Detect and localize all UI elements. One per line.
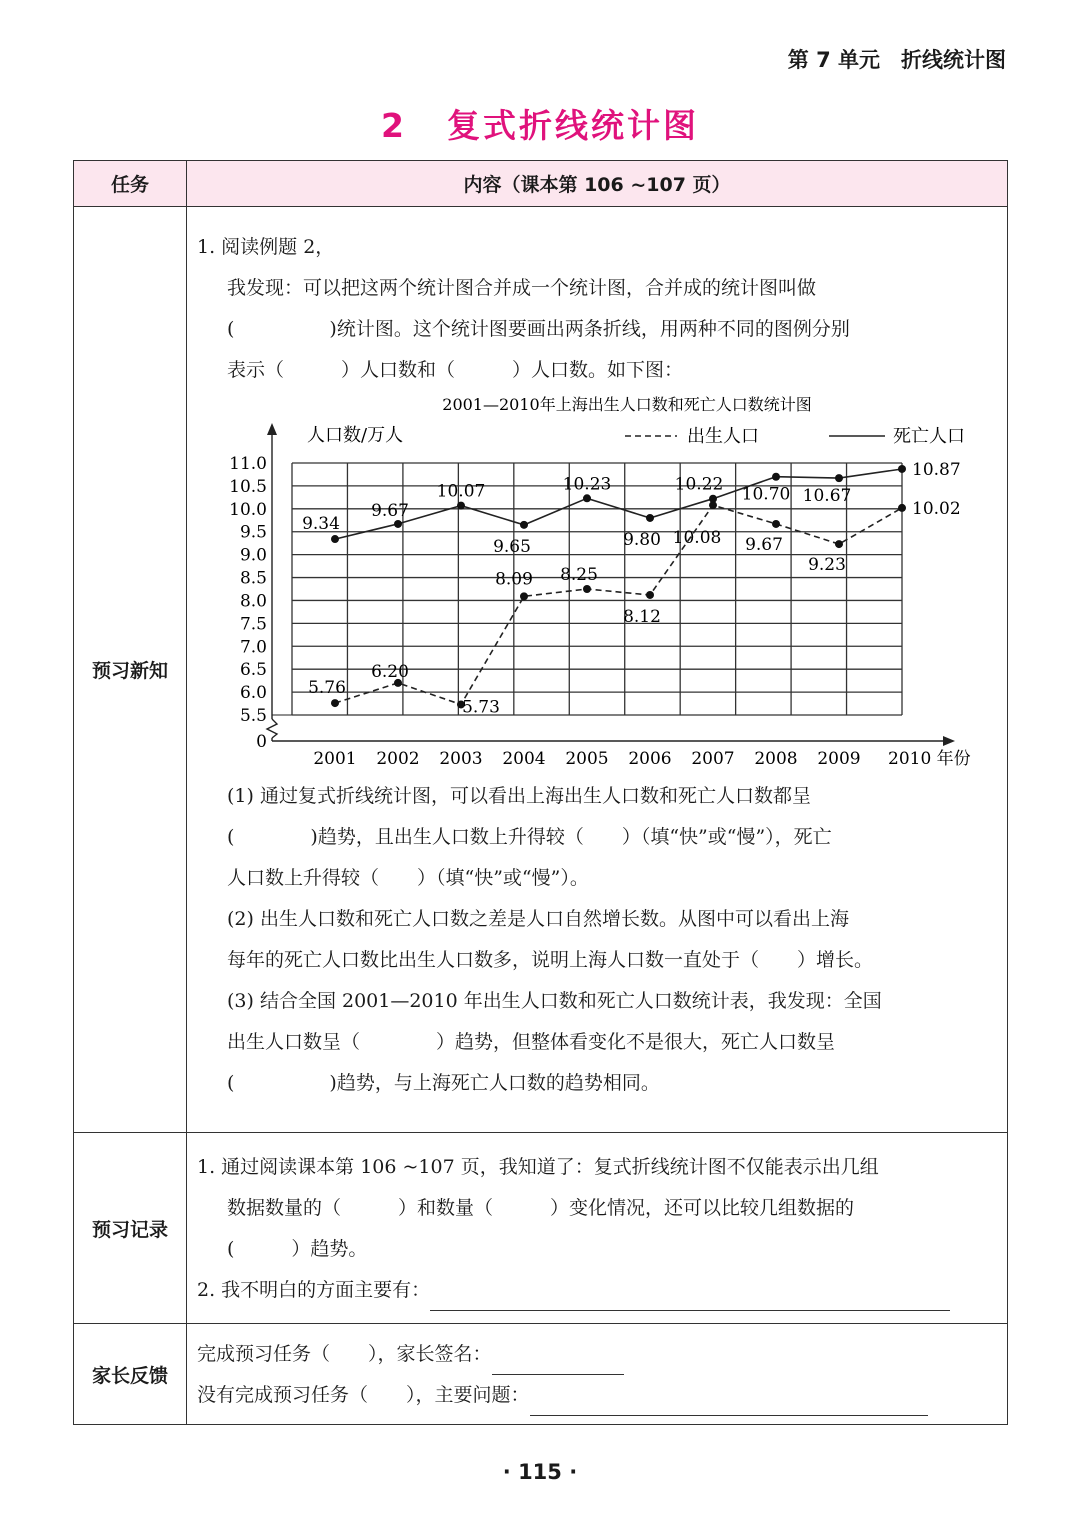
record-line-3: ( ）趋势。 — [227, 1238, 368, 1260]
legend-birth-label: 出生人口 — [687, 426, 759, 447]
x-tick-label: 2008 — [754, 749, 798, 769]
y-tick-label: 7.0 — [239, 637, 267, 658]
lesson-title — [0, 100, 1080, 147]
data-point — [646, 514, 654, 522]
data-label: 8.25 — [560, 565, 598, 585]
data-point — [394, 520, 402, 528]
data-point — [520, 592, 528, 600]
y-tick-label: 9.5 — [239, 522, 267, 543]
data-label: 8.12 — [623, 606, 661, 627]
data-point — [709, 495, 717, 503]
y-tick-label: 7.5 — [239, 614, 267, 635]
x-tick-label: 2005 — [565, 749, 609, 769]
lesson-number: 2 — [381, 106, 407, 145]
section-content — [187, 207, 1007, 1104]
feedback-line-1 — [197, 1334, 997, 1375]
content-header: 内容（课本第 106 ~107 页） — [187, 161, 1008, 207]
problem-blank[interactable] — [530, 1389, 928, 1416]
data-label: 10.08 — [672, 528, 722, 549]
data-label: 10.70 — [741, 484, 791, 505]
x-axis-arrow — [943, 736, 955, 746]
x-tick-label: 2007 — [691, 749, 735, 769]
data-label: 9.23 — [808, 555, 846, 576]
x-tick-label: 2001 — [313, 749, 357, 769]
y-tick-label: 10.5 — [229, 476, 267, 497]
y-tick-label: 9.0 — [239, 545, 267, 566]
feedback-incomplete-text: 没有完成预习任务（ ），主要问题： — [197, 1384, 530, 1406]
answer-blank[interactable] — [430, 1284, 950, 1311]
y-tick-label: 8.5 — [239, 568, 267, 589]
data-label: 9.34 — [302, 514, 340, 535]
question-3-line-3: ( )趋势，与上海死亡人口数的趋势相同。 — [227, 1072, 660, 1094]
record-line-1: 1. 通过阅读课本第 106 ~107 页，我知道了：复式折线统计图不仅能表示出几组 — [197, 1156, 879, 1178]
table-head-row — [74, 161, 1008, 207]
data-point — [772, 473, 780, 481]
data-point — [583, 585, 591, 593]
data-label: 6.20 — [371, 661, 409, 682]
record-line-4 — [197, 1270, 997, 1311]
data-label: 10.87 — [912, 459, 961, 480]
x-tick-label: 2006 — [628, 749, 672, 769]
data-point — [583, 494, 591, 502]
data-point — [835, 474, 843, 482]
section-content — [187, 1133, 1007, 1311]
data-point — [646, 591, 654, 599]
data-label: 10.67 — [802, 486, 852, 507]
data-point — [457, 502, 465, 510]
y-axis-arrow — [267, 423, 277, 435]
series-line-birth — [335, 505, 902, 704]
record-question-text: 2. 我不明白的方面主要有： — [197, 1279, 431, 1301]
data-label: 9.67 — [745, 534, 783, 555]
data-label: 9.80 — [623, 529, 661, 550]
x-tick-label: 2010 年份 — [888, 749, 971, 769]
unit-header: 第 7 单元 折线统计图 — [787, 48, 1006, 72]
feedback-completed-text: 完成预习任务（ ），家长签名： — [197, 1343, 492, 1365]
data-label: 8.09 — [495, 569, 533, 590]
y-tick-label: 6.5 — [239, 660, 267, 681]
y-axis-label: 人口数/万人 — [307, 425, 404, 446]
legend — [625, 426, 965, 447]
data-label: 10.07 — [436, 481, 486, 502]
chart-series — [302, 460, 961, 718]
data-label: 10.22 — [674, 474, 724, 495]
question-1-line-1: (1) 通过复式折线统计图，可以看出上海出生人口数和死亡人口数都呈 — [227, 785, 811, 807]
data-label: 5.73 — [462, 697, 500, 718]
chart-title: 2001—2010年上海出生人口数和死亡人口数统计图 — [442, 395, 812, 414]
axis-break-mark — [267, 719, 277, 738]
data-point — [898, 504, 906, 512]
x-tick-label: 2003 — [439, 749, 483, 769]
data-point — [772, 520, 780, 528]
section-label: 预习记录 — [74, 1133, 187, 1324]
section-preview-new — [74, 207, 1008, 1133]
y-tick-label: 11.0 — [229, 454, 267, 474]
data-point — [331, 535, 339, 543]
question-1-line-3: 人口数上升得较（ ）（填“快”或“慢”）。 — [227, 867, 589, 889]
y-tick-label: 10.0 — [229, 499, 267, 520]
page-number: · 115 · — [502, 1460, 578, 1484]
x-tick-label: 2004 — [502, 749, 546, 769]
question-2-line-1: (2) 出生人口数和死亡人口数之差是人口自然增长数。从图中可以看出上海 — [227, 908, 849, 930]
y-tick-label: 6.0 — [239, 683, 267, 704]
discovery-line-3: 表示（ ）人口数和（ ）人口数。如下图： — [227, 359, 684, 381]
lesson-title-text: 复式折线统计图 — [446, 106, 699, 145]
section-content — [187, 1324, 1007, 1416]
legend-death-label: 死亡人口 — [893, 426, 965, 447]
data-label: 9.67 — [371, 500, 409, 521]
signature-blank[interactable] — [492, 1348, 624, 1375]
worksheet-table — [73, 160, 1008, 1425]
discovery-line-1: 我发现：可以把这两个统计图合并成一个统计图，合并成的统计图叫做 — [227, 277, 817, 299]
section-label: 预习新知 — [74, 207, 187, 1133]
section-preview-record — [74, 1133, 1008, 1324]
feedback-line-2 — [197, 1375, 997, 1416]
data-label: 9.65 — [493, 536, 531, 557]
y-tick-label: 0 — [256, 732, 267, 752]
question-1-line-2: ( )趋势，且出生人口数上升得较（ ）（填“快”或“慢”），死亡 — [227, 826, 832, 848]
x-tick-label: 2009 — [817, 749, 861, 769]
y-tick-label: 8.0 — [239, 591, 267, 612]
x-tick-label: 2002 — [376, 749, 420, 769]
data-label: 10.02 — [912, 498, 961, 519]
task-header: 任务 — [74, 161, 187, 207]
discovery-line-2: ( )统计图。这个统计图要画出两条折线，用两种不同的图例分别 — [227, 318, 850, 340]
y-tick-label: 5.5 — [239, 706, 267, 726]
question-3-line-2: 出生人口数呈（ ）趋势，但整体看变化不是很大，死亡人口数呈 — [227, 1031, 836, 1053]
section-label: 家长反馈 — [74, 1324, 187, 1425]
data-label: 10.23 — [562, 474, 612, 495]
reading-instruction: 1. 阅读例题 2， — [197, 236, 335, 258]
section-parent-feedback — [74, 1324, 1008, 1425]
data-point — [835, 540, 843, 548]
question-3-line-1: (3) 结合全国 2001—2010 年出生人口数和死亡人口数统计表，我发现：全国 — [227, 990, 882, 1012]
data-label: 5.76 — [308, 678, 346, 699]
question-2-line-2: 每年的死亡人口数比出生人口数多，说明上海人口数一直处于（ ）增长。 — [227, 949, 874, 971]
data-point — [331, 699, 339, 707]
record-line-2: 数据数量的（ ）和数量（ ）变化情况，还可以比较几组数据的 — [227, 1197, 855, 1219]
data-point — [898, 465, 906, 473]
population-line-chart — [197, 391, 997, 776]
data-point — [520, 521, 528, 529]
